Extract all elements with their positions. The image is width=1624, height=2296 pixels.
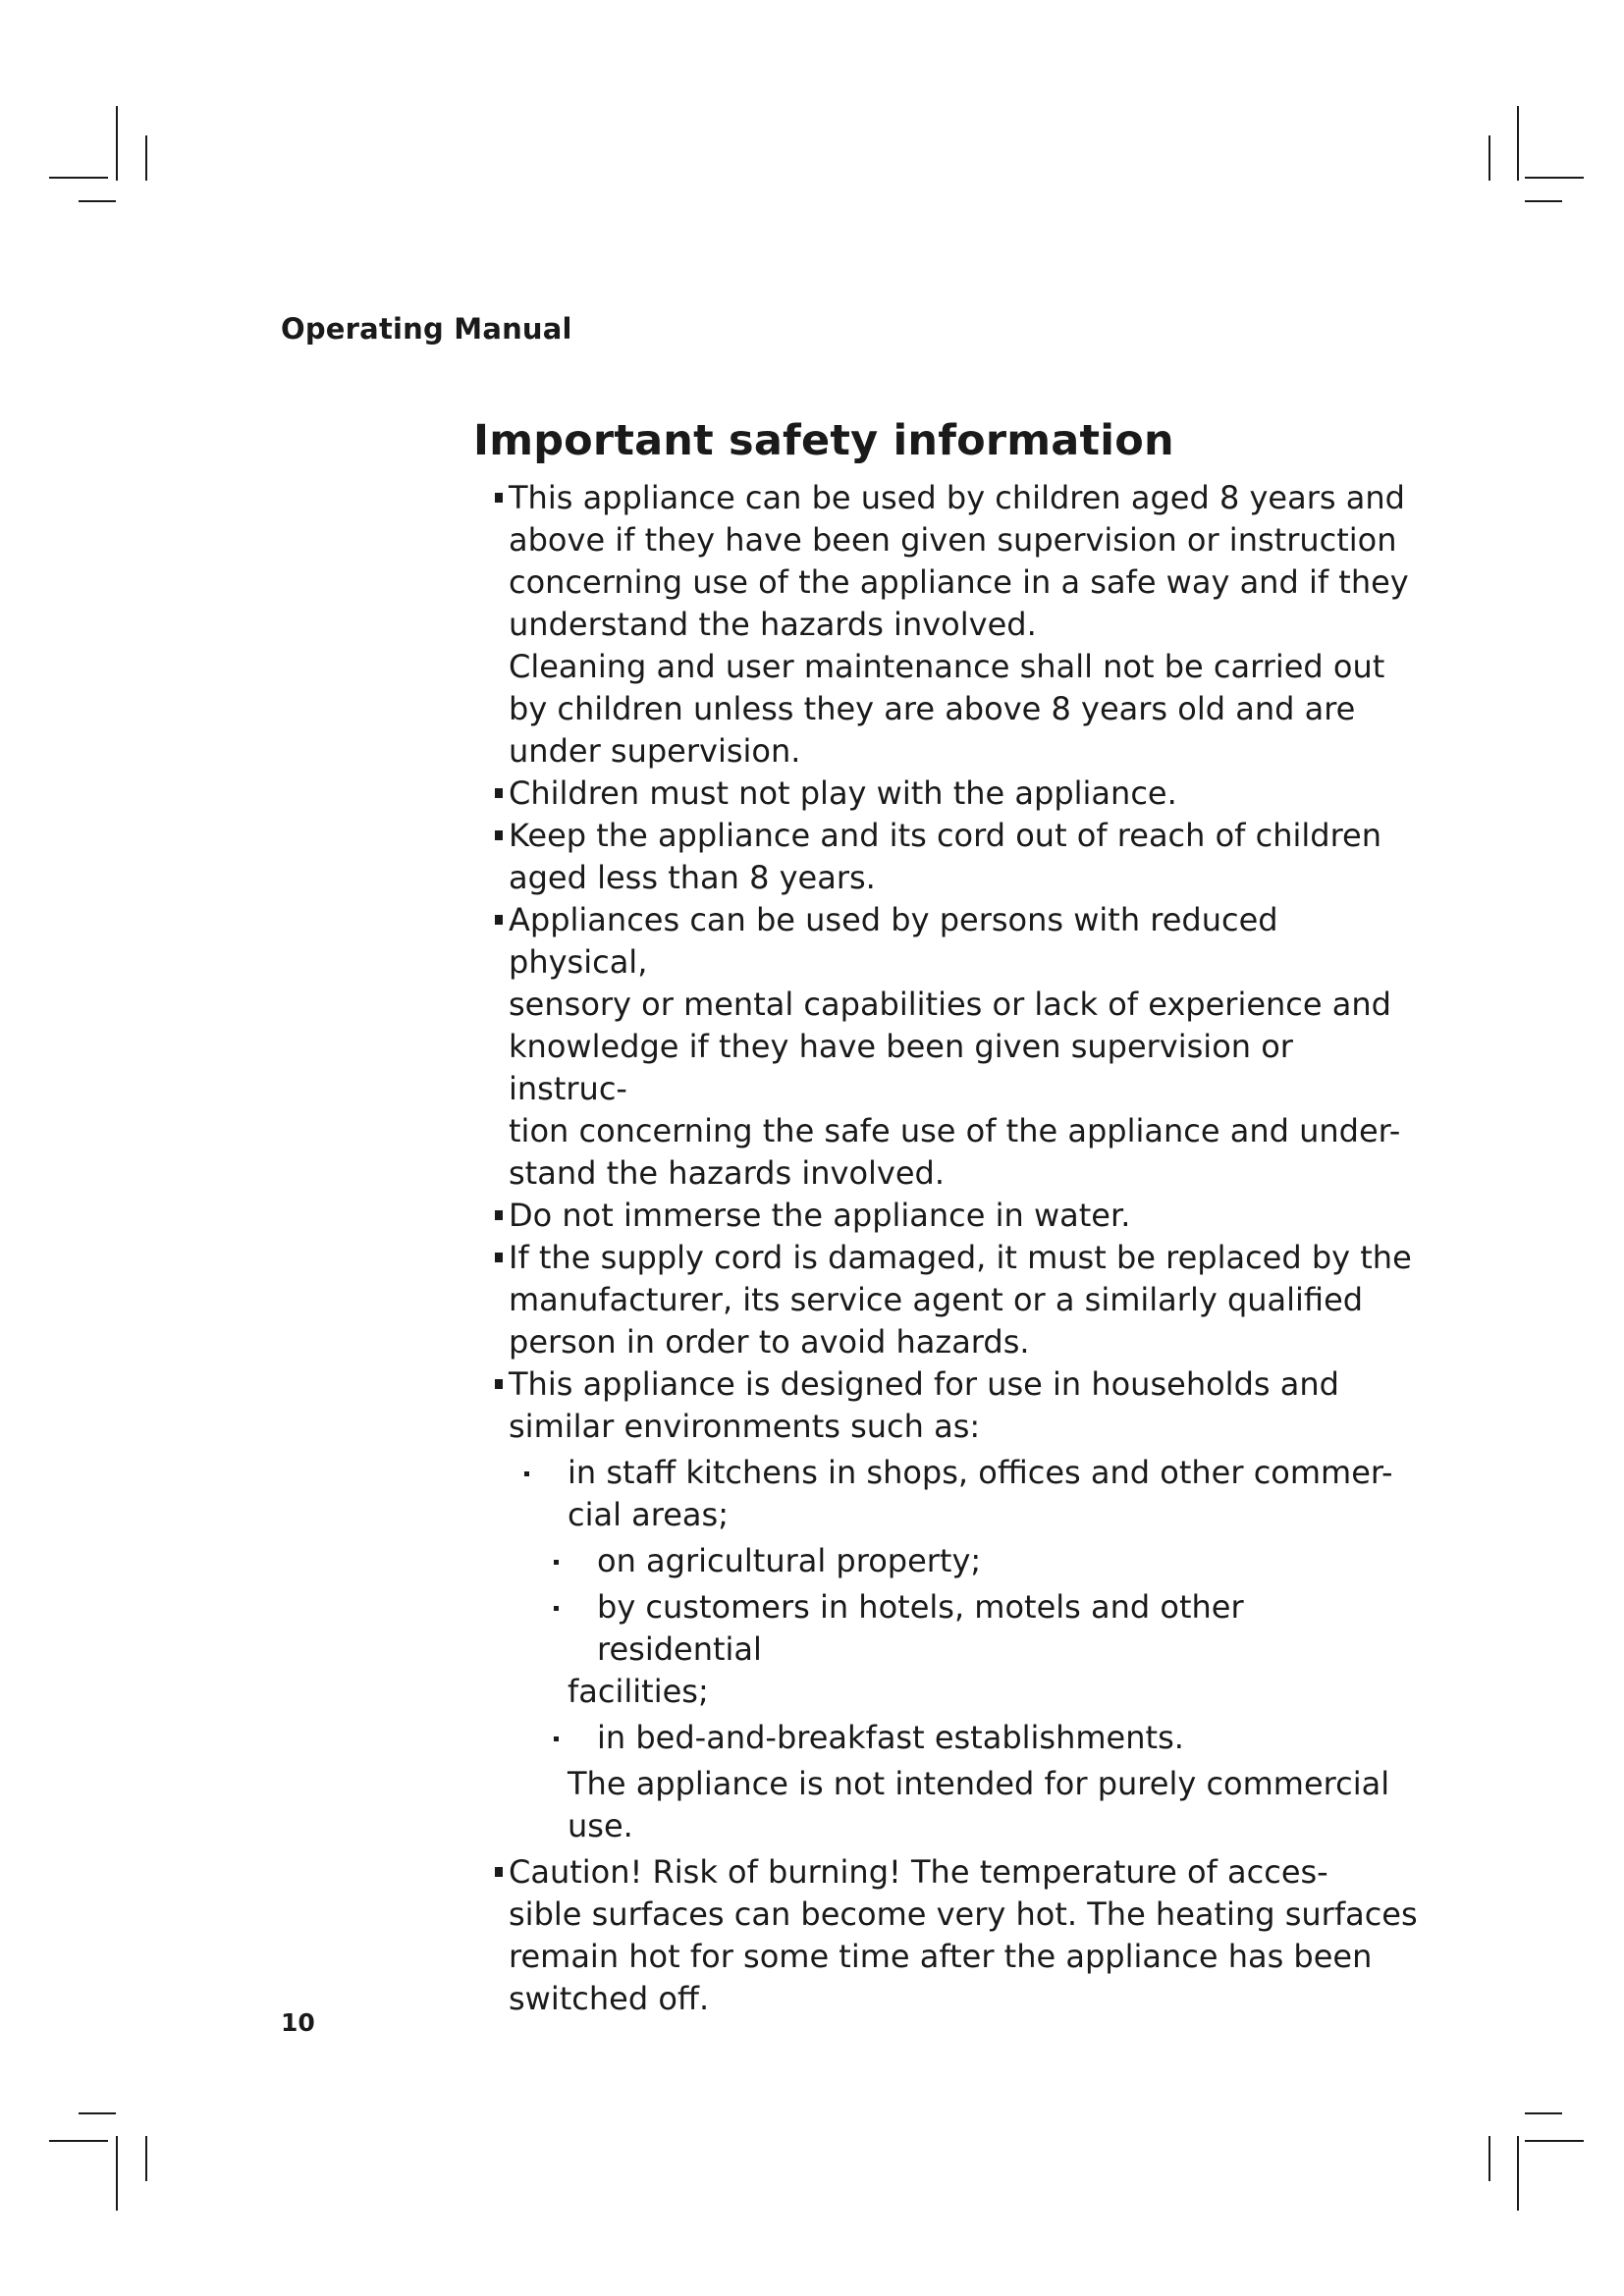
list-item: Appliances can be used by persons with reduced physical, sensory or mental capabilities or lack of experience and knowledge if they have been given supervision or instruc- tion concerning the safe use of the appliance and under- stand the hazards involved. [495,899,1418,1195]
dot-bullet-icon [554,1606,559,1611]
bullet-icon [495,1379,503,1389]
bullet-icon [495,830,503,840]
dot-bullet-icon [524,1471,529,1476]
list-item: This appliance is designed for use in households and similar environments such as: [495,1363,1418,1448]
crop-mark [79,2112,116,2114]
crop-mark [1489,135,1490,181]
list-item: Do not immerse the appliance in water. [495,1195,1418,1237]
bullet-icon [495,1867,503,1877]
list-note: The appliance is not intended for purely commercial use. [568,1765,1390,1844]
dot-bullet-icon [554,1736,559,1741]
sub-list-item: in bed-and-breakfast establishments. [554,1717,1418,1759]
sub-list-item: on agricultural property; [554,1540,1418,1582]
crop-mark [49,177,108,179]
crop-mark [1525,200,1562,202]
list-item: If the supply cord is damaged, it must be replaced by the manufacturer, its service agent or a similarly qualified person in order to avoid hazards. [495,1237,1418,1363]
running-header: Operating Manual [281,312,572,346]
crop-mark [1525,177,1584,179]
crop-mark [1525,2112,1562,2114]
crop-mark [145,135,147,181]
crop-mark [49,2140,108,2142]
list-item: Children must not play with the appliance. [495,773,1418,815]
bullet-icon [495,1253,503,1262]
list-item: Caution! Risk of burning! The temperature of acces- sible surfaces can become very hot. The heating surfaces remain hot for some time after the appliance has been switched off. [495,1851,1418,2020]
crop-mark [1489,2136,1490,2181]
crop-mark [1517,2136,1519,2211]
list-item: This appliance can be used by children aged 8 years and above if they have been given supervision or instruction concerning use of the appliance in a safe way and if they understand the hazards involved. Cleaning and user maintenance shall not be carried out by children unless they are above 8 years old and are under supervision. [495,477,1418,773]
sub-list-item: by customers in hotels, motels and other residential facilities; [554,1586,1418,1713]
dot-bullet-icon [554,1560,559,1565]
list-item: Keep the appliance and its cord out of reach of children aged less than 8 years. [495,815,1418,899]
bullet-icon [495,788,503,798]
bullet-icon [495,1210,503,1220]
bullet-icon [495,915,503,925]
crop-mark [116,106,118,181]
crop-mark [79,200,116,202]
crop-mark [116,2136,118,2211]
crop-mark [145,2136,147,2181]
crop-mark [1517,106,1519,181]
sub-list-item: in staff kitchens in shops, offices and other commer- cial areas; [554,1452,1418,1536]
crop-mark [1525,2140,1584,2142]
section-title: Important safety information [473,416,1174,465]
bullet-icon [495,493,503,503]
safety-list [495,477,1418,2020]
page-number: 10 [281,2008,315,2037]
